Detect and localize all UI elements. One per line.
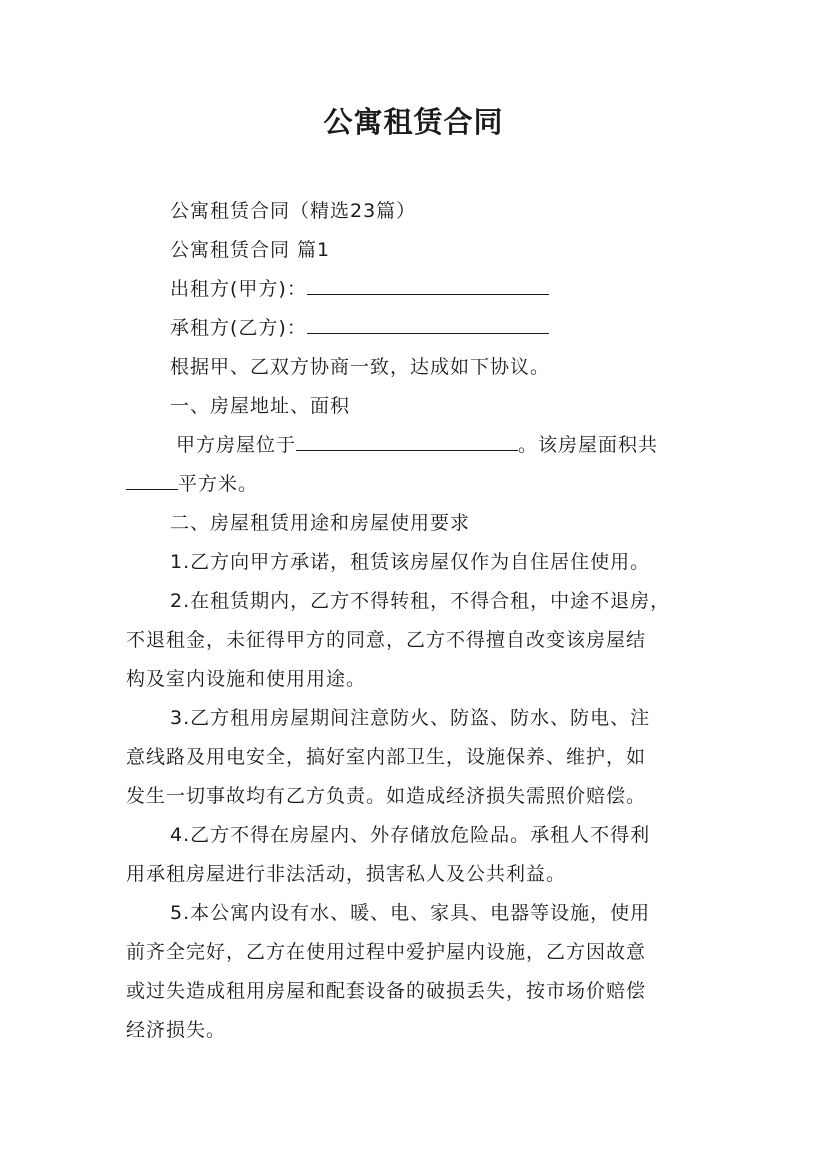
party-a-label: 出租方(甲方)： [170, 278, 307, 300]
item5-line2: 前齐全完好，乙方在使用过程中爱护屋内设施，乙方因故意 [126, 941, 647, 963]
item2-line3: 构及室内设施和使用用途。 [126, 668, 367, 690]
item1-text: 1.乙方向甲方承诺，租赁该房屋仅作为自住居住使用。 [170, 551, 651, 573]
clause2-title: 二、房屋租赁用途和房屋使用要求 [170, 512, 471, 534]
party-b-blank [307, 315, 549, 334]
item5-line1: 5.本公寓内设有水、暖、电、家具、电器等设施，使用 [170, 902, 651, 924]
clause1-line1 [176, 432, 658, 458]
address-blank [296, 432, 518, 451]
clause1-title: 一、房屋地址、面积 [170, 395, 351, 417]
clause1-line1-b: 。该房屋面积共 [518, 434, 659, 456]
subtitle: 公寓租赁合同（精选23篇） [170, 200, 417, 222]
item2-line2: 不退租金，未征得甲方的同意，乙方不得擅自改变该房屋结 [126, 629, 647, 651]
item3-line2: 意线路及用电安全，搞好室内部卫生，设施保养、维护，如 [126, 746, 647, 768]
item5-line3: 或过失造成租用房屋和配套设备的破损丢失，按市场价赔偿 [126, 980, 647, 1002]
clause1-line1-a: 甲方房屋位于 [176, 434, 297, 456]
party-b-line [170, 315, 549, 341]
item5-line4: 经济损失。 [126, 1019, 227, 1041]
party-a-line [170, 276, 549, 302]
area-blank [126, 471, 178, 490]
intro-text: 根据甲、乙双方协商一致，达成如下协议。 [170, 356, 551, 378]
item3-line3: 发生一切事故均有乙方负责。如造成经济损失需照价赔偿。 [126, 785, 647, 807]
party-a-blank [307, 276, 549, 295]
party-b-label: 承租方(乙方)： [170, 317, 307, 339]
clause1-line2 [126, 471, 258, 497]
clause1-line2-text: 平方米。 [178, 473, 259, 495]
item3-line1: 3.乙方租用房屋期间注意防火、防盗、防水、防电、注 [170, 707, 651, 729]
item4-line2: 用承租房屋进行非法活动，损害私人及公共利益。 [126, 863, 567, 885]
item2-line1: 2.在租赁期内，乙方不得转租，不得合租，中途不退房， [170, 590, 671, 612]
item4-line1: 4.乙方不得在房屋内、外存储放危险品。承租人不得利 [170, 824, 651, 846]
section-header: 公寓租赁合同 篇1 [170, 239, 331, 261]
document-title: 公寓租赁合同 [323, 105, 504, 139]
